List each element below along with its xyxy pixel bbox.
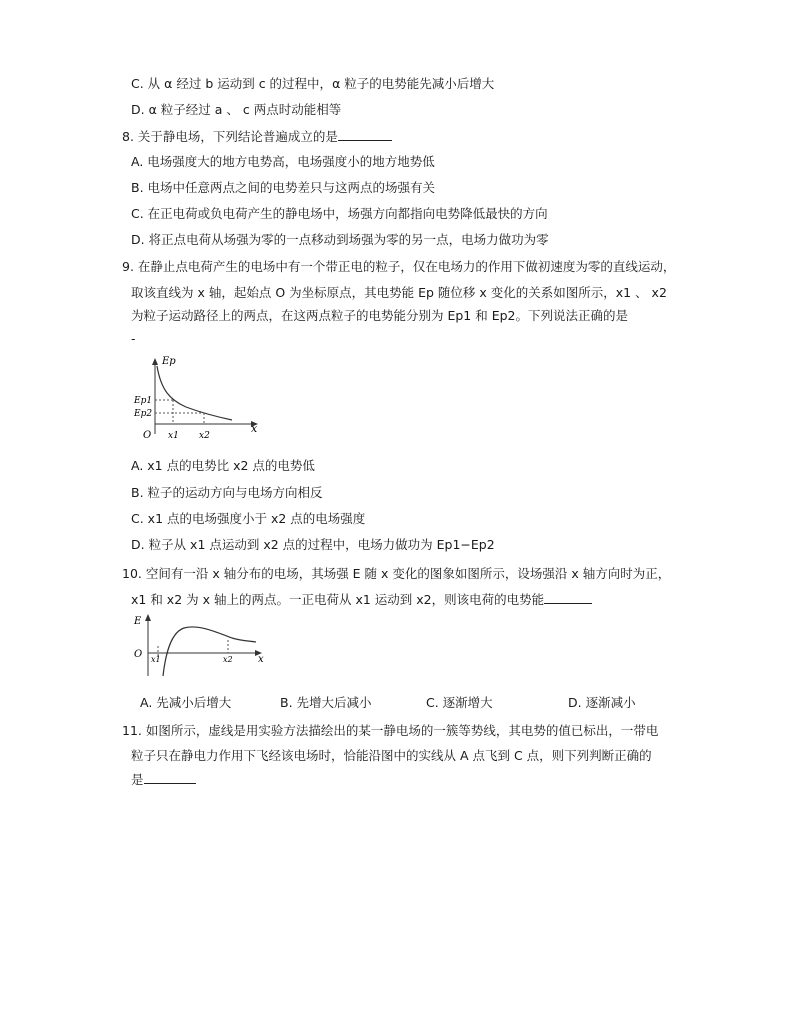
- q9-origin-label: O: [143, 430, 152, 441]
- answer-blank: [338, 128, 392, 141]
- q8-option-b: B. 电场中任意两点之间的电势差只与这两点的场强有关: [131, 180, 436, 195]
- q9-ep1-tick: Ep1: [134, 396, 153, 406]
- q10-option-b: B. 先增大后减小: [280, 695, 372, 710]
- q9-option-a: A. x1 点的电势比 x2 点的电势低: [131, 458, 315, 473]
- q9-x-axis-label: x: [251, 422, 258, 435]
- q7-option-c: C. 从 α 经过 b 运动到 c 的过程中，α 粒子的电势能先减小后增大: [131, 76, 495, 91]
- q8-option-a: A. 电场强度大的地方电势高，电场强度小的地方地势低: [131, 154, 435, 169]
- q10-option-a: A. 先减小后增大: [140, 695, 232, 710]
- q7-option-d: D. α 粒子经过 a 、 c 两点时动能相等: [131, 102, 342, 117]
- q10-stem-line1: 10. 空间有一沿 x 轴分布的电场，其场强 E 随 x 变化的图象如图所示，设场强沿 x 轴方向时为正，: [122, 566, 671, 581]
- q9-stem-line1: 9. 在静止点电荷产生的电场中有一个带正电的粒子，仅在电场力的作用下做初速度为零的直线运动，: [122, 259, 676, 274]
- q9-y-axis-label: Ep: [162, 356, 176, 367]
- q10-x-axis-label: x: [258, 654, 264, 665]
- q11-stem-line1: 11. 如图所示，虚线是用实验方法描绘出的某一静电场的一簇等势线，其电势的值已标出，一带电: [122, 723, 659, 738]
- q10-e-x-graph: [128, 610, 268, 680]
- q10-x1-tick: x1: [151, 655, 161, 664]
- q9-option-d: D. 粒子从 x1 点运动到 x2 点的过程中，电场力做功为 Ep1−Ep2: [131, 537, 495, 552]
- answer-blank: [144, 771, 196, 784]
- q9-option-b: B. 粒子的运动方向与电场方向相反: [131, 485, 323, 500]
- q8-stem: 8. 关于静电场，下列结论普遍成立的是: [122, 128, 392, 146]
- answer-blank: [544, 591, 592, 604]
- q10-y-axis-label: E: [134, 616, 142, 627]
- q8-option-d: D. 将正点电荷从场强为零的一点移动到场强为零的另一点，电场力做功为零: [131, 232, 549, 247]
- q11-stem-line3: 是: [131, 771, 196, 789]
- q8-option-c: C. 在正电荷或负电荷产生的静电场中，场强方向都指向电势降低最快的方向: [131, 206, 548, 221]
- q9-option-c: C. x1 点的电场强度小于 x2 点的电场强度: [131, 511, 366, 526]
- q9-ep-x-graph: [128, 352, 268, 448]
- q9-stem-line2: 取该直线为 x 轴，起始点 O 为坐标原点，其电势能 Ep 随位移 x 变化的关系如图所示，x1 、 x2: [131, 285, 667, 300]
- q10-stem-line2: x1 和 x2 为 x 轴上的两点。一正电荷从 x1 运动到 x2，则该电荷的电势能: [131, 591, 592, 609]
- q10-x2-tick: x2: [223, 655, 233, 664]
- q9-stem-line4: -: [131, 331, 136, 346]
- q10-option-c: C. 逐渐增大: [426, 695, 493, 710]
- q9-x1-tick: x1: [168, 431, 179, 441]
- q11-stem-line2: 粒子只在静电力作用下飞经该电场时，恰能沿图中的实线从 A 点飞到 C 点，则下列判断正确的: [131, 748, 652, 763]
- q9-stem-line3: 为粒子运动路径上的两点，在这两点粒子的电势能分别为 Ep1 和 Ep2。下列说法正确的是: [131, 308, 628, 323]
- q9-ep2-tick: Ep2: [134, 409, 153, 419]
- q10-option-d: D. 逐渐减小: [568, 695, 636, 710]
- q9-x2-tick: x2: [199, 431, 210, 441]
- q10-origin-label: O: [134, 649, 143, 660]
